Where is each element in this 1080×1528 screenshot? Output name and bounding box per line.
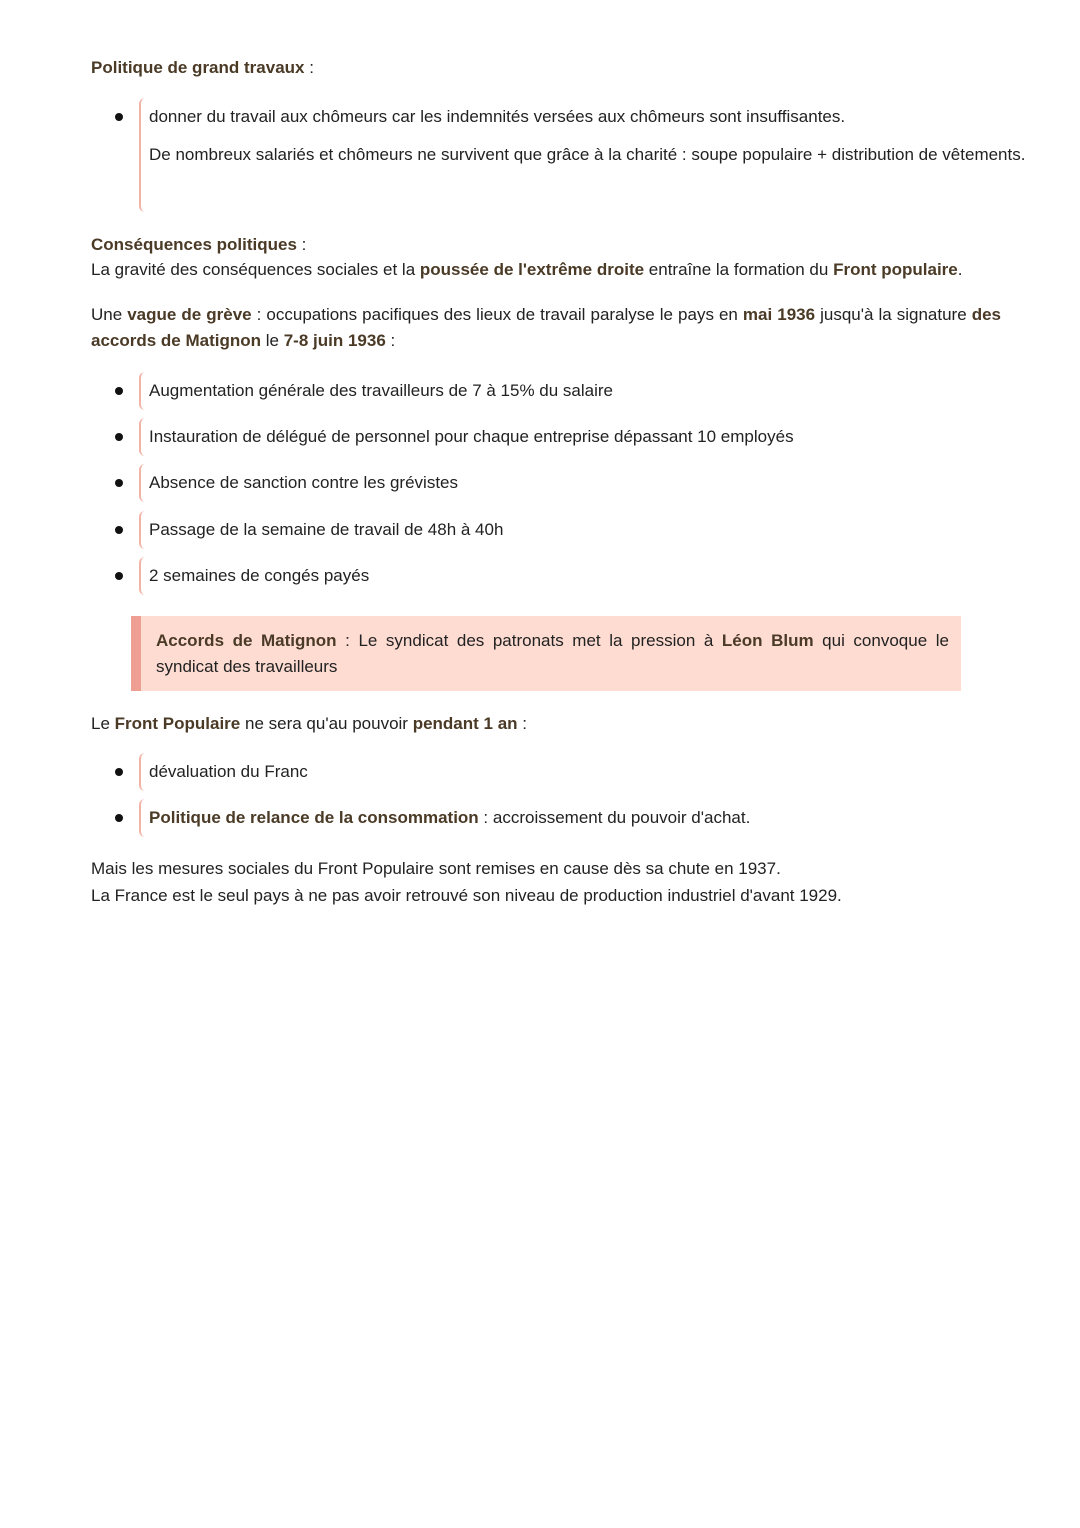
- bracket-icon: [139, 557, 145, 595]
- list-item: Absence de sanction contre les grévistes: [91, 464, 1059, 502]
- heading-grand-travaux: Politique de grand travaux :: [91, 58, 314, 77]
- list-item: Politique de relance de la consommation : accroissement du pouvoir d'achat.: [91, 799, 1059, 837]
- paragraph-consequences: La gravité des conséquences sociales et la poussée de l'extrême droite entraîne la formation du Front populaire.: [91, 260, 963, 279]
- bracket-icon: [139, 98, 145, 212]
- bracket-icon: [139, 464, 145, 502]
- paragraph-greve: Une vague de grève : occupations pacifiques des lieux de travail paralyse le pays en mai 1936 jusqu'à la signature des accords de Matignon le 7-8 juin 1936 :: [91, 305, 1001, 350]
- bullet-icon: [115, 768, 123, 776]
- callout-box: [131, 616, 961, 691]
- bracket-icon: [139, 799, 145, 837]
- list-item: Augmentation générale des travailleurs de 7 à 15% du salaire: [91, 372, 1059, 410]
- callout-text: Accords de Matignon : Le syndicat des patronats met la pression à Léon Blum qui convoque le syndicat des travailleurs: [156, 631, 949, 676]
- bullet-icon: [115, 479, 123, 487]
- conclusion-line-2: La France est le seul pays à ne pas avoir retrouvé son niveau de production industriel d'avant 1929.: [91, 886, 842, 905]
- paragraph-front-populaire: Le Front Populaire ne sera qu'au pouvoir pendant 1 an :: [91, 714, 527, 733]
- list-item: dévaluation du Franc: [91, 753, 1059, 791]
- list-item: Instauration de délégué de personnel pour chaque entreprise dépassant 10 employés: [91, 418, 1059, 456]
- bracket-icon: [139, 372, 145, 410]
- conclusion-line-1: Mais les mesures sociales du Front Populaire sont remises en cause dès sa chute en 1937.: [91, 859, 781, 878]
- bracket-icon: [139, 418, 145, 456]
- heading-consequences-politiques: Conséquences politiques :: [91, 235, 307, 254]
- bullet-icon: [115, 814, 123, 822]
- list-item: [91, 98, 1059, 212]
- bracket-icon: [139, 753, 145, 791]
- bullet-icon: [115, 572, 123, 580]
- list-item: 2 semaines de congés payés: [91, 557, 1059, 595]
- bracket-icon: [139, 511, 145, 549]
- list-item-text: donner du travail aux chômeurs car les indemnités versées aux chômeurs sont insuffisantes. De nombreux salariés et chômeurs ne survivent que grâce à la charité : soupe populaire + distribution de vêtements.: [149, 107, 1026, 164]
- list-item: Passage de la semaine de travail de 48h à 40h: [91, 511, 1059, 549]
- bullet-icon: [115, 526, 123, 534]
- bullet-icon: [115, 433, 123, 441]
- bullet-icon: [115, 113, 123, 121]
- bullet-icon: [115, 387, 123, 395]
